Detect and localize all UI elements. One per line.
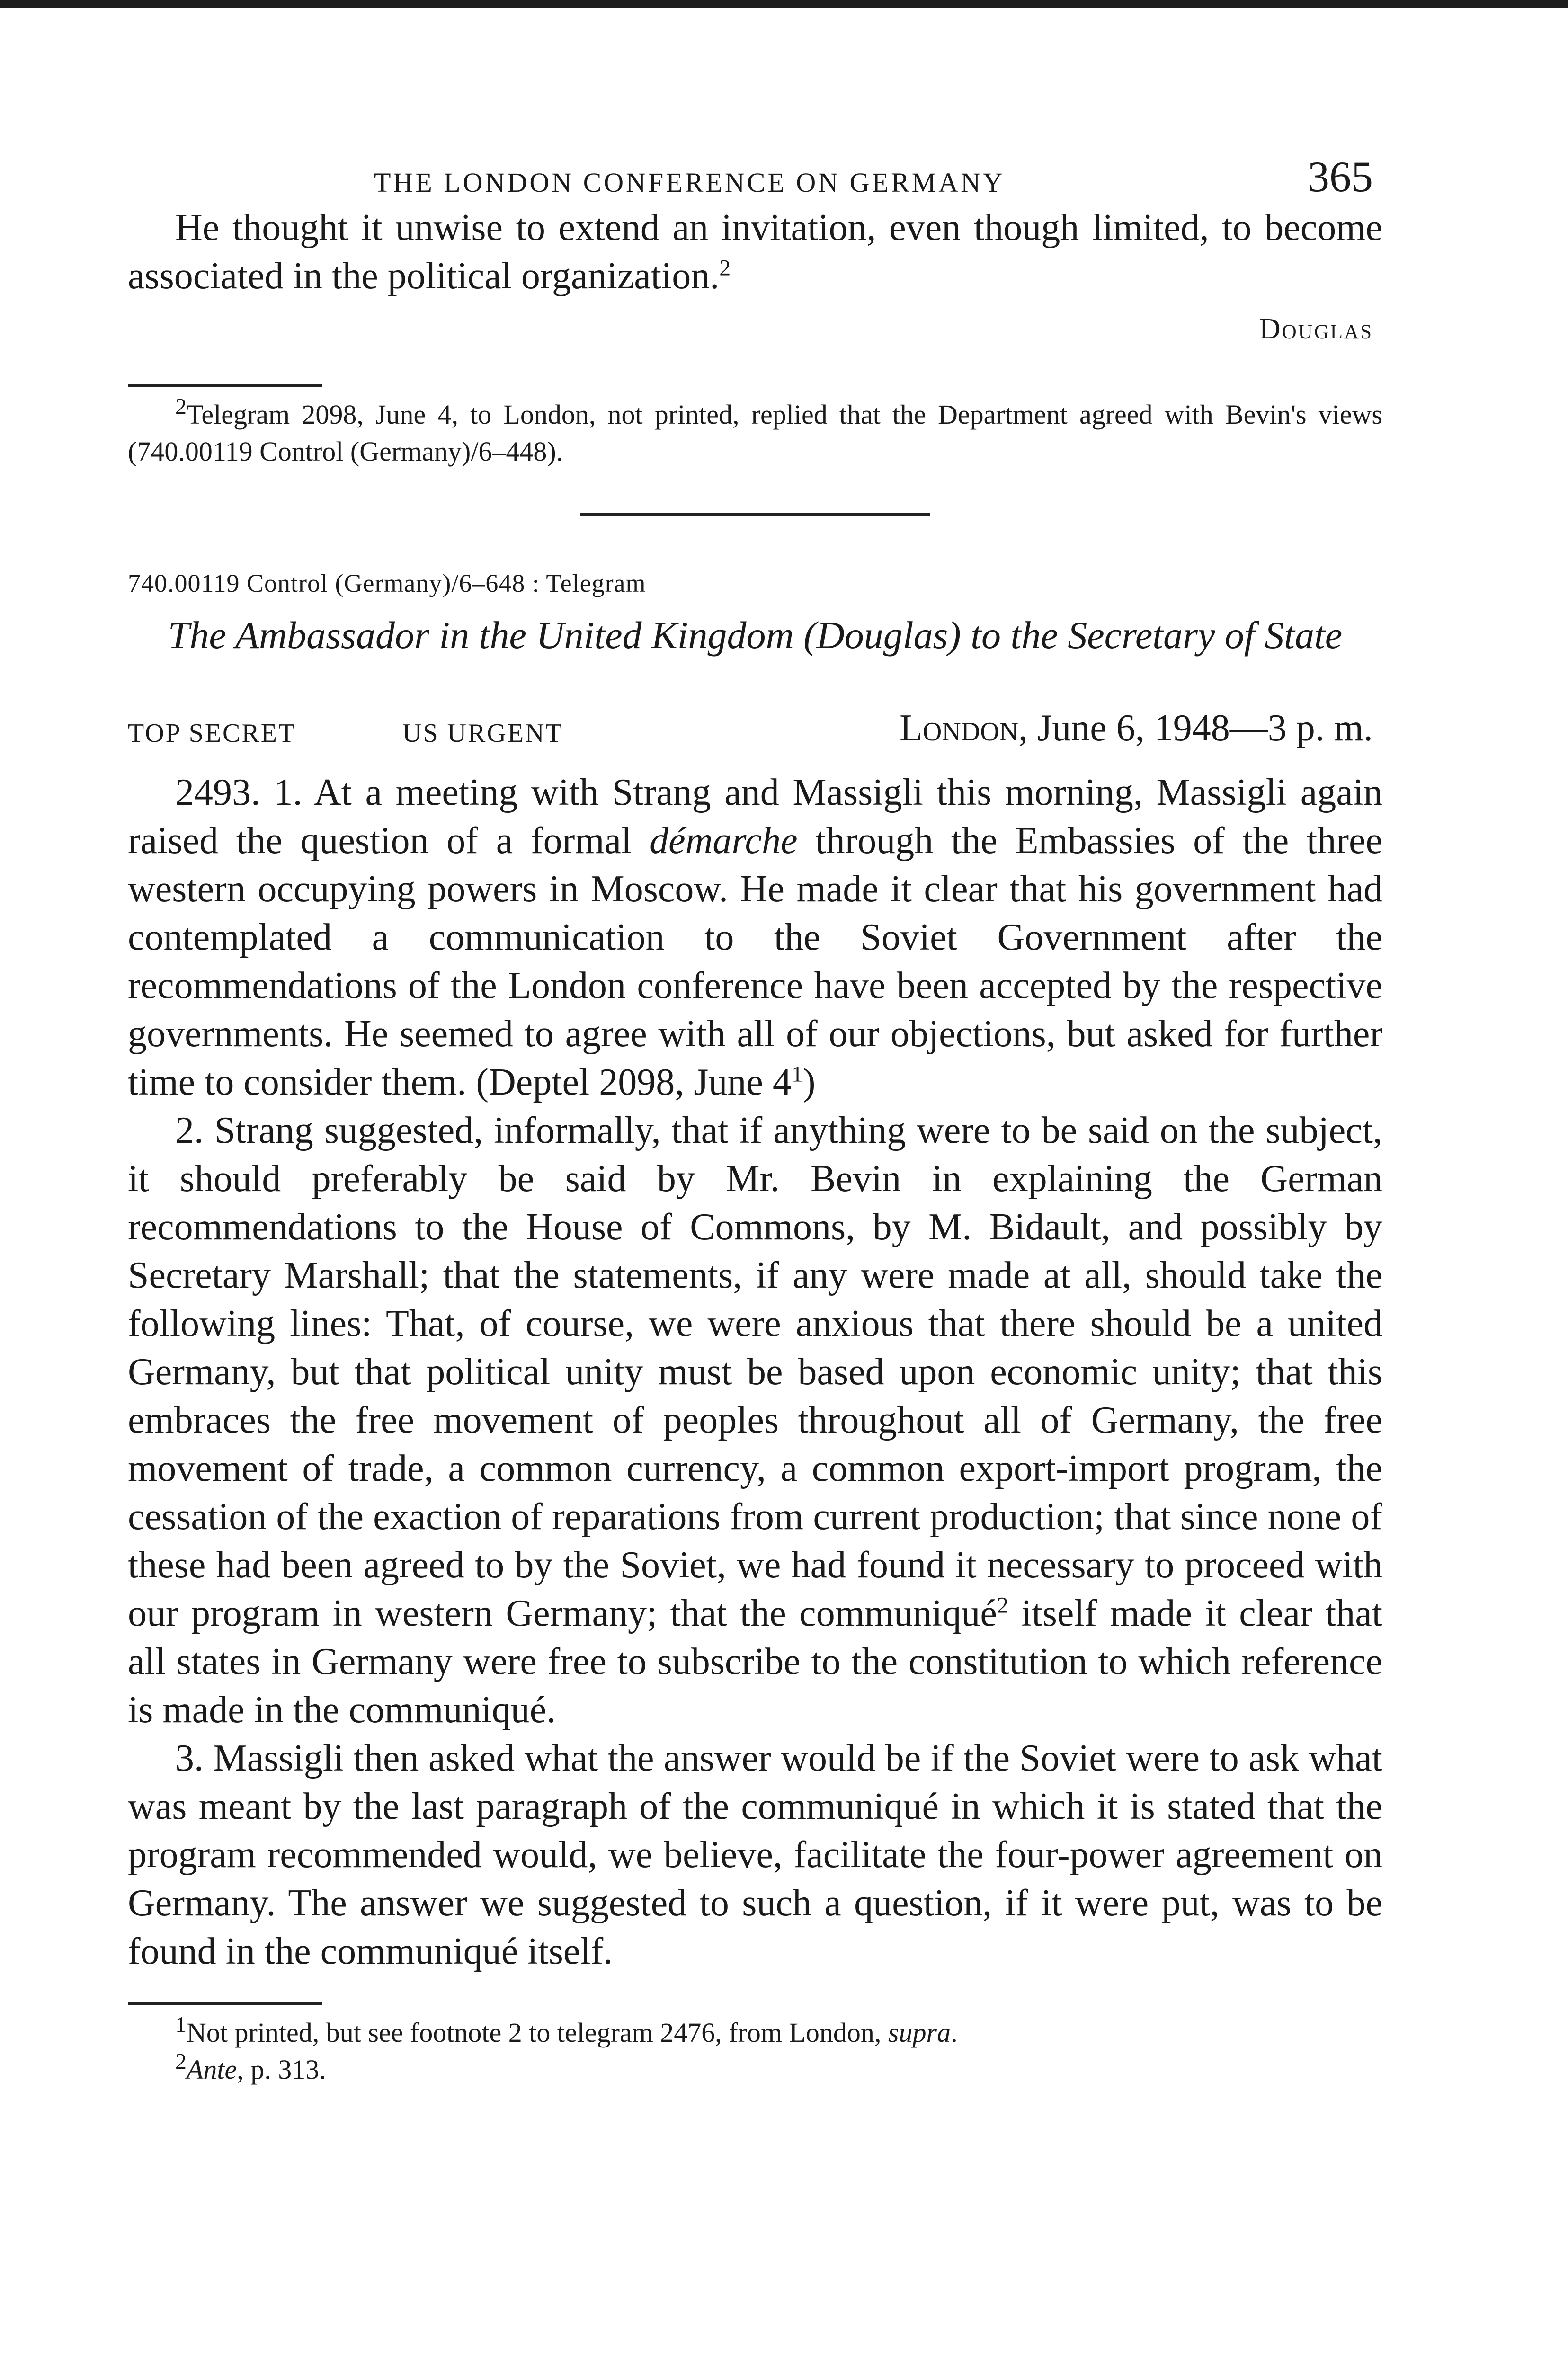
footnote-text: Not printed, but see footnote 2 to telegram 2476, from London, — [187, 2017, 888, 2048]
footnote-divider — [128, 2002, 322, 2005]
classification: TOP SECRET — [128, 719, 296, 748]
footnote-text: Telegram 2098, June 4, to London, not printed, replied that the Department agreed with Bevin's views (740.00119 Control (Germany)/6–448). — [128, 399, 1382, 467]
footnote-top — [128, 396, 1382, 470]
footnote-marker: 2 — [997, 1593, 1008, 1618]
paragraph-2-text-a: 2. Strang suggested, informally, that if anything were to be said on the subject, it should preferably be said by Mr. Bevin in explaining the German recommendations to the House of Commons, by M. Bidault, and possibly by Secretary Marshall; that the statements, if any were made at all, should take the following lines: That, of course, we were anxious that there should be a united Germany, but that political unity must be based upon economic unity; that this embraces the free movement of peoples throughout all of Germany, the free movement of trade, a common currency, a common export-import program, the cessation of the exaction of reparations from current production; that since none of these had been agreed to by the Soviet, we had found it necessary to proceed with our program in western Germany; that the communiqué — [128, 1110, 1382, 1634]
scan-top-border — [0, 0, 1568, 8]
footnote-text-end: . — [951, 2017, 958, 2048]
running-head-title: THE LONDON CONFERENCE ON GERMANY — [374, 167, 1005, 198]
place: London — [900, 707, 1019, 749]
footnote-marker: 2 — [175, 394, 187, 419]
running-head — [128, 142, 1382, 204]
footnote-bottom-1 — [128, 2014, 1382, 2051]
document-title: The Ambassador in the United Kingdom (Douglas) to the Secretary of State — [168, 614, 1343, 657]
footnote-bottom-2 — [128, 2051, 1382, 2088]
paragraph-1-text-a: 2493. 1. At a meeting with Strang and Massigli this morning, Massigli again raised the question of a formal — [128, 772, 1382, 862]
paragraph-2 — [128, 1106, 1382, 1734]
footnote-marker: 2 — [719, 255, 731, 281]
continuation-paragraph — [128, 204, 1382, 300]
book-page — [128, 142, 1382, 2088]
section-divider — [580, 513, 930, 516]
paragraph-1 — [128, 768, 1382, 1106]
place-date — [900, 707, 1373, 750]
dateline — [128, 707, 1382, 759]
page-number: 365 — [1308, 152, 1373, 201]
footnote-italic: Ante — [187, 2054, 237, 2085]
footnote-divider — [128, 384, 322, 387]
signature: Douglas — [1259, 313, 1373, 345]
footnote-text-end: , p. 313. — [237, 2054, 326, 2085]
footnote-italic: supra — [888, 2017, 951, 2048]
paragraph-1-closing: ) — [802, 1061, 816, 1103]
paragraph-3: 3. Massigli then asked what the answer would be if the Soviet were to ask what was meant by the last paragraph of the communiqué in which it is stated that the program recommended would, we believe, facilitate the four-power agreement on Germany. The answer we suggested to such a question, if it were put, was to be found in the communiqué itself. — [128, 1737, 1382, 1972]
footnote-marker: 2 — [175, 2049, 187, 2074]
priority: US URGENT — [402, 719, 563, 748]
paragraph-1-italic: démarche — [650, 820, 798, 862]
footnote-marker: 1 — [175, 2012, 187, 2038]
continuation-text: He thought it unwise to extend an invitation, even though limited, to become associated in the political organization. — [128, 207, 1382, 297]
date: , June 6, 1948—3 p. m. — [1018, 707, 1373, 749]
footnote-marker: 1 — [791, 1061, 803, 1087]
file-reference: 740.00119 Control (Germany)/6–648 : Telegram — [128, 569, 646, 597]
paragraph-2-text-b: itself made it clear that all states in Germany were free to subscribe to the constitution to which reference is made in the communiqué. — [128, 1593, 1382, 1731]
paragraph-1-text-b: through the Embassies of the three western occupying powers in Moscow. He made it clear that his government had contemplated a communication to the Soviet Government after the recommendations of the London conference have been accepted by the respective governments. He seemed to agree with all of our objections, but asked for further time to consider them. (Deptel 2098, June 4 — [128, 820, 1383, 1103]
